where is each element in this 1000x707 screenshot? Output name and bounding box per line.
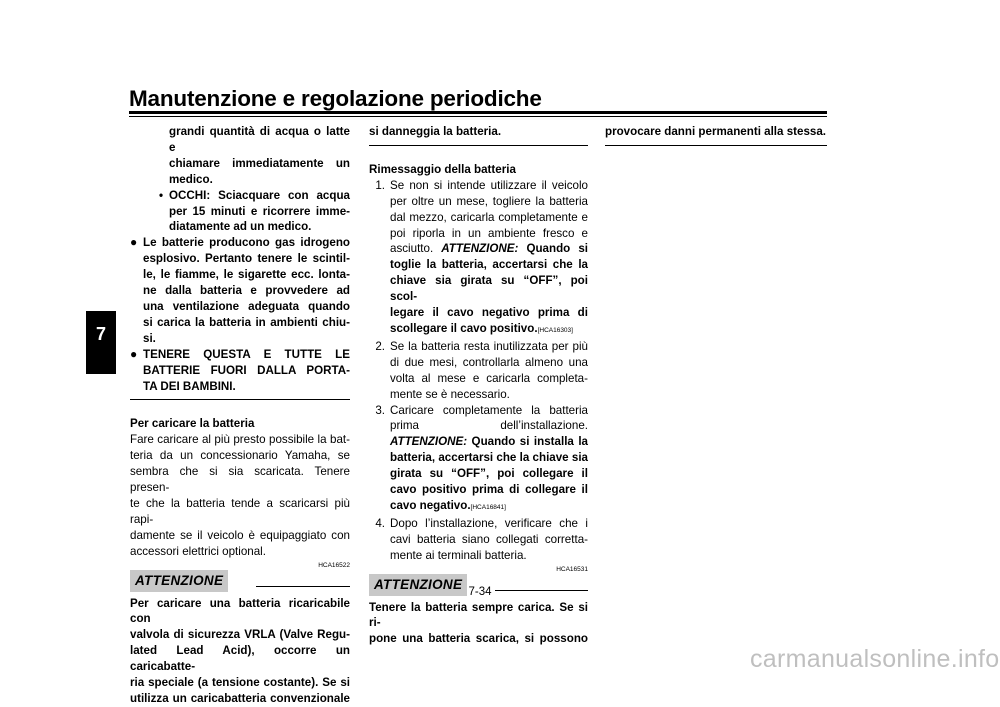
attention-text	[130, 596, 350, 707]
text-line: esplosivo. Pertanto tenere le scintil-	[143, 252, 350, 266]
step-number: 1.	[375, 178, 385, 192]
step-number: 2.	[375, 339, 385, 353]
attention-label: ATTENZIONE	[369, 574, 467, 596]
header-rule-thin	[129, 116, 827, 117]
attention-end-rule	[605, 145, 827, 146]
storage-step-4	[369, 516, 588, 564]
attention-label: ATTENZIONE	[130, 570, 228, 592]
text-segment: Quando si	[526, 242, 588, 256]
text-line: toglie la batteria, accertarsi che la	[390, 258, 588, 272]
text-line: le, le fiamme, le sigarette ecc. lonta-	[143, 268, 350, 282]
text-line: Tenere la batteria sempre carica. Se si ri-	[369, 600, 588, 630]
text-line: batteria, accertarsi che la chiave sia	[390, 451, 588, 465]
text-line: te che la batteria tende a scaricarsi più rapi-	[130, 496, 350, 526]
text-line: chiave sia girata su “OFF”, poi scol-	[390, 274, 588, 304]
inline-reference-code: [HCA16841]	[470, 503, 506, 511]
text-line	[390, 321, 588, 339]
text-line: Dopo l’installazione, verificare che i	[390, 516, 588, 530]
text-line: medico.	[169, 172, 213, 186]
text-line: TA DEI BAMBINI.	[143, 379, 236, 393]
inline-reference-code: [HCA16303]	[537, 326, 573, 334]
warning-end-rule	[130, 399, 350, 400]
text-line: TENERE QUESTA E TUTTE LE	[143, 347, 350, 361]
text-line: lated Lead Acid), occorre un caricabatte-	[130, 644, 350, 674]
text-line: valvola di sicurezza VRLA (Valve Regu-	[130, 628, 350, 642]
header-rule-thick	[129, 111, 827, 114]
warning-bullet-children	[130, 347, 350, 395]
section-heading-storage: Rimessaggio della batteria	[369, 162, 516, 176]
text-line: Per caricare una batteria ricaricabile con	[130, 596, 350, 626]
attention-inline-label: ATTENZIONE:	[390, 435, 468, 449]
text-line	[390, 434, 588, 450]
page-number: 7-34	[468, 586, 492, 598]
step-number: 3.	[375, 403, 385, 417]
eyes-bullet-item	[130, 188, 350, 236]
text-line: cavi batteria siano collegati corretta-	[390, 532, 588, 546]
text-line: per 15 minuti e ricorrere imme-	[169, 204, 350, 218]
text-line	[390, 241, 588, 257]
text-line: per oltre un mese, togliere la batteria	[390, 194, 588, 208]
text-line	[390, 498, 588, 516]
warning-bullet-hydrogen	[130, 235, 350, 346]
text-line: girata su “OFF”, poi collegare il	[390, 467, 588, 481]
text-line: ria speciale (a tensione costante). Se si	[130, 676, 350, 690]
text-line: sembra che si sia scaricata. Tenere presen-	[130, 465, 350, 495]
attention-end-rule	[369, 145, 588, 146]
column-3	[605, 124, 827, 146]
text-line: Se la batteria resta inutilizzata per più	[390, 339, 588, 353]
chapter-number: 7	[95, 324, 106, 344]
text-segment: scollegare il cavo positivo.	[390, 321, 538, 335]
bullet-mark: ●	[130, 235, 138, 250]
text-line: prima dell’installazione.	[390, 419, 588, 433]
bullet-mark: •	[158, 188, 163, 202]
attention-rule	[495, 590, 588, 591]
attention-text	[369, 600, 588, 648]
storage-step-3	[369, 403, 588, 516]
text-line: ne dalla batteria e provvedere ad	[143, 284, 350, 298]
continued-warning-text	[169, 124, 350, 188]
text-line: si carica la batteria in ambienti chiu-	[143, 315, 350, 329]
text-line: grandi quantità di acqua o latte e	[169, 125, 350, 154]
column-2	[369, 124, 588, 647]
section-heading-charging: Per caricare la batteria	[130, 417, 255, 431]
text-line: damente se il veicolo è equipaggiato con	[130, 528, 350, 542]
text-line: OCCHI: Sciacquare con acqua	[169, 188, 350, 202]
text-line: di due mesi, controllarla almeno una	[390, 355, 588, 369]
text-line: volta al mese e caricarla completa-	[390, 371, 588, 385]
text-line: legare il cavo negativo prima di	[390, 306, 588, 320]
text-line: Fare caricare al più presto possibile la bat-	[130, 433, 350, 447]
attention-inline-label: ATTENZIONE:	[441, 242, 519, 256]
text-line: mente se è necessario.	[390, 387, 510, 401]
text-line: diatamente ad un medico.	[169, 220, 312, 234]
text-segment: Quando si installa la	[471, 435, 588, 449]
continued-attention-text: provocare danni permanenti alla stessa.	[605, 125, 827, 138]
attention-header	[130, 570, 350, 592]
storage-step-2	[369, 339, 588, 403]
text-line: si.	[143, 331, 156, 345]
text-line: mente ai terminali batteria.	[390, 548, 527, 562]
storage-step-1	[369, 178, 588, 339]
continued-attention-text: si danneggia la batteria.	[369, 125, 502, 138]
reference-code: HCA16522	[318, 561, 350, 569]
reference-code: HCA16531	[556, 565, 588, 573]
text-line: cavo positivo prima di collegare il	[390, 483, 588, 497]
step-number: 4.	[375, 516, 385, 530]
text-segment: cavo negativo.	[390, 498, 471, 512]
column-1	[130, 124, 350, 707]
text-line: Le batterie producono gas idrogeno	[143, 236, 350, 250]
page-header-title: Manutenzione e regolazione periodiche	[129, 86, 542, 111]
text-line: utilizza un caricabatteria convenzionale	[130, 692, 350, 705]
text-line: pone una batteria scarica, si possono	[369, 632, 588, 646]
text-segment: asciutto.	[390, 242, 434, 256]
text-line: teria da un concessionario Yamaha, se	[130, 449, 350, 463]
text-line: una ventilazione adeguata quando	[143, 299, 350, 313]
bullet-mark: ●	[130, 346, 138, 361]
attention-rule	[256, 586, 350, 587]
text-line: accessori elettrici optional.	[130, 544, 266, 558]
text-line: BATTERIE FUORI DALLA PORTA-	[143, 363, 350, 377]
site-watermark: carmanualsonline.info	[750, 645, 1000, 673]
text-line: Caricare completamente la batteria	[390, 403, 588, 417]
text-line: chiamare immediatamente un	[169, 156, 350, 170]
text-line: Se non si intende utilizzare il veicolo	[390, 178, 588, 192]
text-line: poi riporla in un ambiente fresco e	[390, 226, 588, 240]
text-line: dal mezzo, caricarla completamente e	[390, 210, 588, 224]
chapter-tab	[86, 311, 116, 374]
